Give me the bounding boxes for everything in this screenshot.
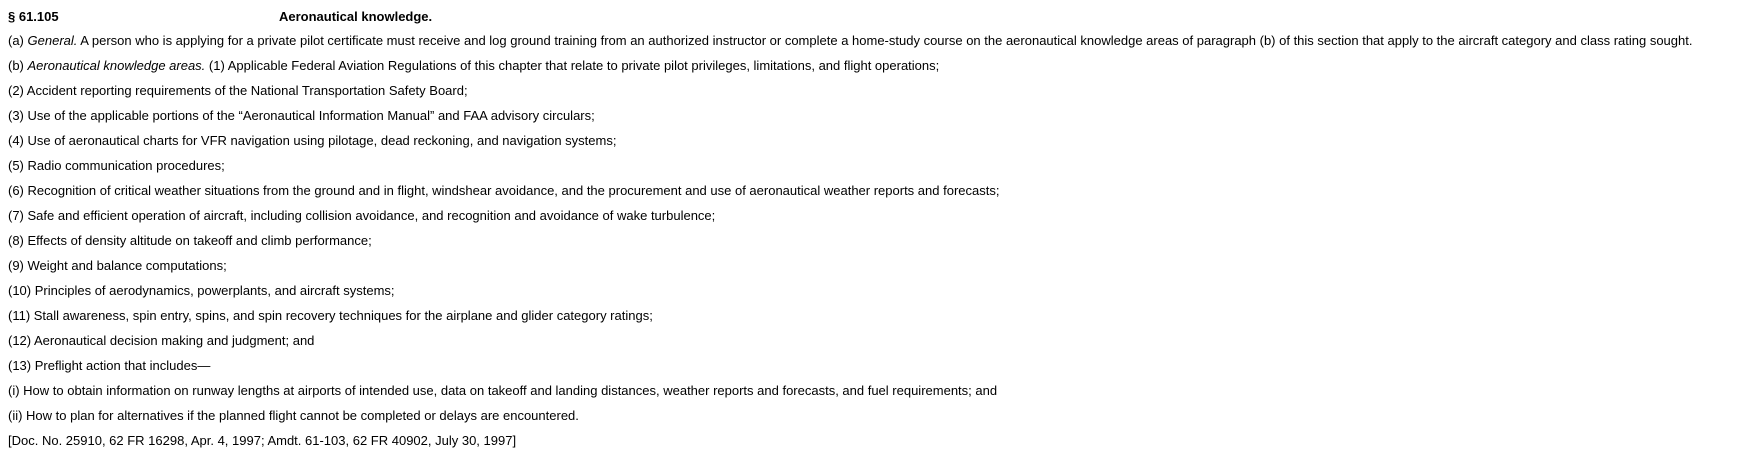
- knowledge-item-12: (12) Aeronautical decision making and judgment; and: [8, 333, 315, 348]
- knowledge-item-4: (4) Use of aeronautical charts for VFR navigation using pilotage, dead reckoning, and navigation systems;: [8, 133, 617, 148]
- paragraph-b: [8, 58, 1692, 83]
- preflight-subitem-i: (i) How to obtain information on runway lengths at airports of intended use, data on takeoff and landing distances, weather reports and forecasts, and fuel requirements; and: [8, 383, 998, 398]
- preflight-subitem-ii: (ii) How to plan for alternatives if the planned flight cannot be completed or delays are encountered.: [8, 408, 579, 423]
- knowledge-item-2: (2) Accident reporting requirements of the National Transportation Safety Board;: [8, 83, 468, 98]
- paragraph-heading: Aeronautical knowledge areas.: [27, 58, 206, 73]
- knowledge-item-8: (8) Effects of density altitude on takeoff and climb performance;: [8, 233, 372, 248]
- paragraph-a: [8, 33, 1692, 58]
- source-citation: [Doc. No. 25910, 62 FR 16298, Apr. 4, 1997; Amdt. 61-103, 62 FR 40902, July 30, 1997]: [8, 433, 517, 448]
- section-body: [8, 33, 1692, 458]
- section-title: Aeronautical knowledge.: [279, 9, 433, 24]
- paragraph-text: A person who is applying for a private pilot certificate must receive and log ground training from an authorized instructor or complete a home-study course on the aeronautical knowledge areas of paragraph (b) of this section that apply to the aircraft category and class rating sought.: [80, 33, 1693, 48]
- knowledge-item-6: (6) Recognition of critical weather situations from the ground and in flight, windshear avoidance, and the procurement and use of aeronautical weather reports and forecasts;: [8, 183, 1000, 198]
- knowledge-item-3: (3) Use of the applicable portions of the “Aeronautical Information Manual” and FAA advisory circulars;: [8, 108, 595, 123]
- knowledge-item-7: (7) Safe and efficient operation of aircraft, including collision avoidance, and recognition and avoidance of wake turbulence;: [8, 208, 716, 223]
- knowledge-item-9: (9) Weight and balance computations;: [8, 258, 227, 273]
- knowledge-item-13: (13) Preflight action that includes—: [8, 358, 211, 373]
- knowledge-item-11: (11) Stall awareness, spin entry, spins, and spin recovery techniques for the airplane and glider category ratings;: [8, 308, 653, 323]
- paragraph-label: (b): [8, 58, 24, 73]
- paragraph-label: (a): [8, 33, 24, 48]
- paragraph-text: (1) Applicable Federal Aviation Regulations of this chapter that relate to private pilot privileges, limitations, and flight operations;: [208, 58, 940, 73]
- section-number: § 61.105: [8, 9, 59, 24]
- paragraph-heading: General.: [27, 33, 78, 48]
- knowledge-item-5: (5) Radio communication procedures;: [8, 158, 225, 173]
- knowledge-item-10: (10) Principles of aerodynamics, powerplants, and aircraft systems;: [8, 283, 395, 298]
